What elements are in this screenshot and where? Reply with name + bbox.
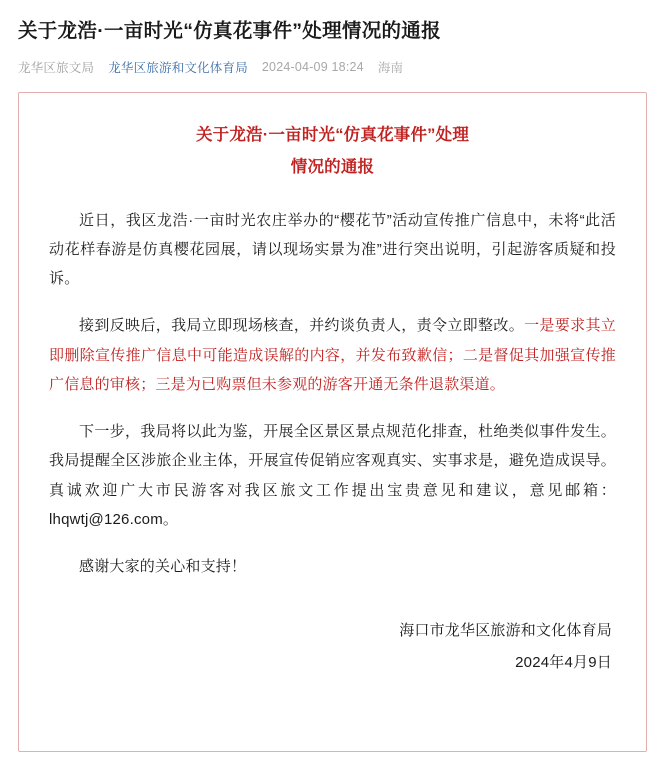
- notice-document: [18, 92, 647, 752]
- meta-region: 海南: [377, 61, 404, 76]
- page-title: 关于龙浩·一亩时光“仿真花事件”处理情况的通报: [18, 20, 441, 42]
- document-title-line-1: 关于龙浩·一亩时光“仿真花事件”处理: [195, 126, 470, 145]
- document-paragraph: [49, 206, 616, 294]
- meta-source: 龙华区旅文局: [18, 61, 95, 76]
- paragraph-segment: 感谢大家的关心和支持！: [79, 558, 247, 576]
- document-paragraph: [49, 552, 616, 581]
- document-paragraph: [49, 417, 616, 534]
- document-signature-block: [49, 615, 616, 678]
- signature-date: 2024年4月9日: [515, 653, 612, 671]
- meta-datetime: 2024-04-09 18:24: [261, 60, 364, 75]
- paragraph-segment: 接到反映后，我局立即现场核查，并约谈负责人，责令立即整改。: [79, 317, 525, 335]
- document-title-line-2: 情况的通报: [290, 158, 375, 177]
- paragraph-segment: 近日，我区龙浩·一亩时光农庄举办的“樱花节”活动宣传推广信息中，未将“此活动花样春游是仿真樱花园展，请以现场实景为准”进行突出说明，引起游客质疑和投诉。: [49, 211, 616, 288]
- meta-account-link[interactable]: 龙华区旅游和文化体育局: [108, 61, 248, 76]
- document-paragraph: [49, 311, 616, 399]
- document-title: [49, 119, 616, 183]
- paragraph-segment-emphasis: 一是要求其立即删除宣传推广信息中可能造成误解的内容，并发布致歉信；二是督促其加强宣传推广信息的审核；三是为已购票但未参观的游客开通无条件退款渠道。: [49, 317, 616, 393]
- signature-organization: 海口市龙华区旅游和文化体育局: [399, 622, 612, 640]
- article-meta: [18, 58, 647, 76]
- paragraph-segment: 下一步，我局将以此为鉴，开展全区景区景点规范化排查，杜绝类似事件发生。我局提醒全区涉旅企业主体，开展宣传促销应客观真实、实事求是，避免造成误导。真诚欢迎广大市民游客对我区旅文工作提出宝贵意见和建议，意见邮箱：lhqwtj@126.com。: [49, 423, 616, 528]
